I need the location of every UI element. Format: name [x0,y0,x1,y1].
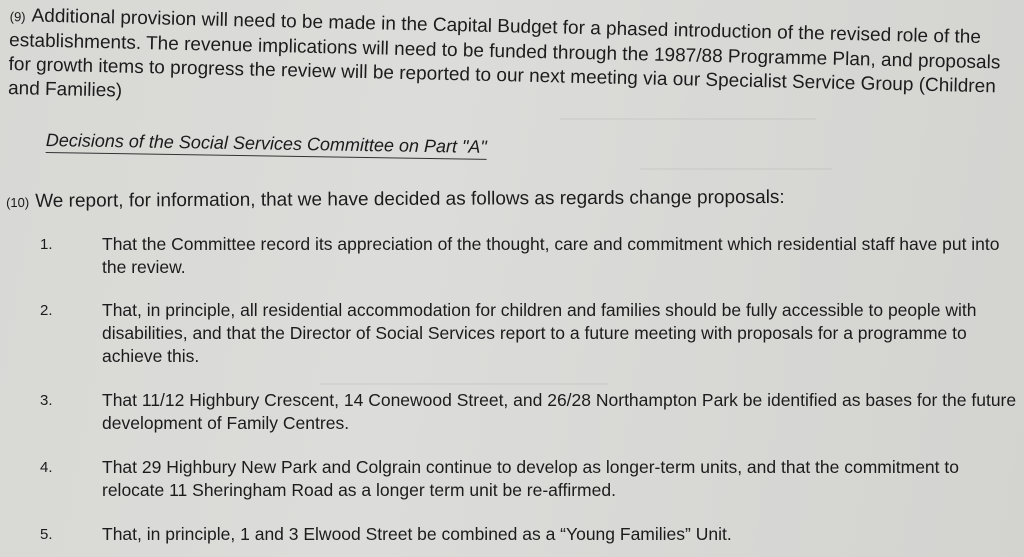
paragraph-text: We report, for information, that we have decided as follows as regards change proposals: [35,186,785,212]
paragraph-10 [6,185,1016,215]
section-heading: Decisions of the Social Services Committee on Part "A" [46,130,487,160]
paragraph-number: (9) [9,8,26,25]
show-through-texture: ———————————— [640,160,832,177]
list-item-text: That, in principle, 1 and 3 Elwood Street be combined as a “Young Families” Unit. [102,524,732,544]
list-item-text: That 29 Highbury New Park and Colgrain continue to develop as longer-term units, and that the commitment to relocate 11 Sheringham Road as a longer term unit be re-affirmed. [102,457,959,500]
list-item-number: 2. [40,302,53,319]
list-item-text: That 11/12 Highbury Crescent, 14 Conewood Street, and 26/28 Northampton Park be identified as bases for the future development of Family Centres. [102,390,1017,433]
show-through-texture: ———————————————— [560,110,816,127]
list-item-number: 4. [40,459,53,476]
list-item-text: That the Committee record its appreciation of the thought, care and commitment which residential staff have put into the review. [102,234,1000,277]
paragraph-number: (10) [6,194,30,210]
show-through-texture: —————————————————— [320,375,608,392]
paragraph-9 [8,4,1010,124]
list-item-number: 1. [40,236,53,253]
paragraph-text: Additional provision will need to be made in the Capital Budget for a phased introduction of the revised role of the establishments. The revenue implications will need to be funded through the 1987/88 Programme Plan, and proposals for growth items to progress the review will be reported to our next meeting via our Specialist Service Group (Children and Families) [7,5,1001,102]
list-item-text: That, in principle, all residential accommodation for children and families should be fully accessible to people with disabilities, and that the Director of Social Services report to a future meeting with proposals for a programme to achieve this. [102,300,977,366]
list-item-number: 3. [40,392,53,409]
list-item-number: 5. [40,526,53,543]
